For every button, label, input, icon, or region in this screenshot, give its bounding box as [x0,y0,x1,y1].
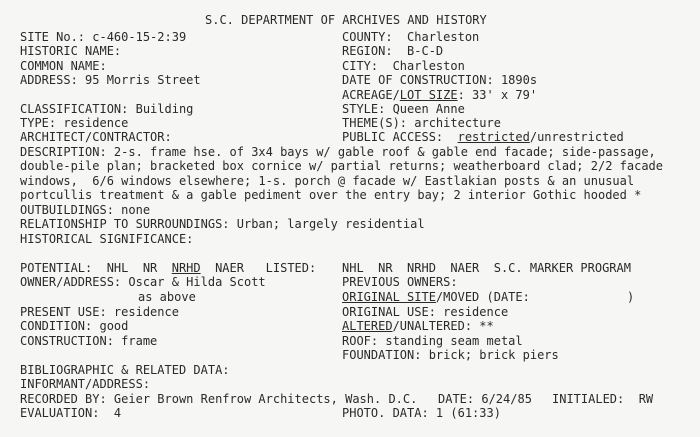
original-site-moved [342,291,530,304]
unaltered-label: /UNALTERED: ** [392,319,494,333]
department-header: S.C. DEPARTMENT OF ARCHIVES AND HISTORY [205,13,487,27]
owner-address-line2: as above [138,290,196,304]
lot-size-value: : 33' x 79' [457,88,538,102]
condition: CONDITION: good [20,319,129,333]
potential [20,262,316,275]
historical-significance: HISTORICAL SIGNIFICANCE: [20,232,194,246]
potential-suffix: NAER LISTED: [200,261,317,275]
classification: CLASSIFICATION: Building [20,102,194,116]
architect-contractor: ARCHITECT/CONTRACTOR: [20,130,172,144]
date-recorded: DATE: 6/24/85 [438,392,532,406]
public-access-unrestricted: /unrestricted [529,130,624,144]
moved-date-label: /MOVED (DATE: [435,290,530,304]
present-use: PRESENT USE: residence [20,305,179,319]
moved-date-close: ) [627,290,635,304]
county: COUNTY: Charleston [342,30,480,44]
public-access-restricted: restricted [457,130,530,144]
foundation: FOUNDATION: brick; brick piers [342,348,559,362]
photo-data: PHOTO. DATA: 1 (61:33) [342,406,501,420]
type: TYPE: residence [20,116,129,130]
outbuildings: OUTBUILDINGS: none [20,203,151,217]
recorded-by: RECORDED BY: Geier Brown Renfrow Architects, Wash. D.C. [20,392,418,406]
lot-size-label: LOT SIZE [399,88,458,102]
potential-prefix: POTENTIAL: NHL NR [20,261,172,275]
historic-name: HISTORIC NAME: [20,44,122,58]
original-use: ORIGINAL USE: residence [342,305,509,319]
evaluation: EVALUATION: 4 [20,406,122,420]
description-line: portcullis treatment & a gable pediment over the entry bay; 2 interior Gothic hooded * [20,188,642,202]
site-number: SITE No.: c-460-15-2:39 [20,30,187,44]
previous-owners: PREVIOUS OWNERS: [342,275,458,289]
informant-address: INFORMANT/ADDRESS: [20,377,151,391]
owner-address: OWNER/ADDRESS: Oscar & Hilda Scott [20,275,266,289]
style: STYLE: Queen Anne [342,102,465,116]
acreage-lot-size [342,89,537,102]
region: REGION: B-C-D [342,44,444,58]
public-access [342,131,624,144]
date-of-construction: DATE OF CONSTRUCTION: 1890s [342,73,538,87]
roof: ROOF: standing seam metal [342,334,523,348]
description-line: DESCRIPTION: 2-s. frame hse. of 3x4 bays w/ gable roof & gable end facade; side-passage, [20,145,656,159]
common-name: COMMON NAME: [20,59,107,73]
public-access-label: PUBLIC ACCESS: [342,130,458,144]
themes: THEME(S): architecture [342,116,501,130]
description-line: windows, 6/6 windows elsewhere; 1-s. porch @ facade w/ Eastlakian posts & an unusual [20,174,635,188]
listed-programs: NHL NR NRHD NAER S.C. MARKER PROGRAM [342,261,631,275]
city: CITY: Charleston [342,59,465,73]
altered-unaltered [342,320,494,333]
construction: CONSTRUCTION: frame [20,334,158,348]
address: ADDRESS: 95 Morris Street [20,73,201,87]
initialed: INITIALED: RW [552,392,654,406]
altered-label: ALTERED [342,319,393,333]
bibliographic-data: BIBLIOGRAPHIC & RELATED DATA: [20,363,230,377]
potential-nrhd: NRHD [171,261,201,275]
original-site-label: ORIGINAL SITE [342,290,436,304]
description-line: double-pile plan; bracketed box cornice w/ partial returns; weatherboard clad; 2/2 facade [20,159,663,173]
relationship-to-surroundings: RELATIONSHIP TO SURROUNDINGS: Urban; largely residential [20,217,425,231]
acreage-label: ACREAGE/ [342,88,400,102]
